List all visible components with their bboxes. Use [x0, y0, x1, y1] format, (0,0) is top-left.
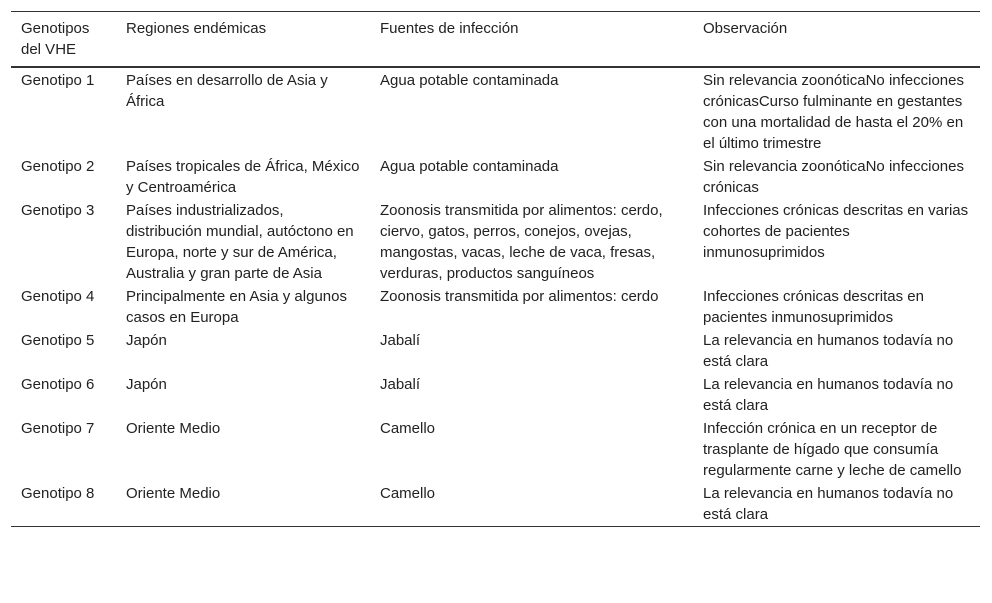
cell-regions: Japón — [126, 376, 167, 393]
cell-genotype: Genotipo 8 — [21, 485, 95, 502]
cell-genotype: Genotipo 7 — [21, 420, 95, 437]
header-regions: Regiones endémicas — [126, 20, 267, 37]
table-container — [11, 11, 980, 527]
cell-genotype: Genotipo 1 — [21, 72, 95, 89]
cell-genotype: Genotipo 3 — [21, 202, 95, 219]
cell-regions: Países tropicales de África, México y Centroamérica — [126, 158, 360, 196]
cell-sources: Zoonosis transmitida por alimentos: cerdo — [380, 288, 659, 305]
hev-genotypes-table — [11, 11, 980, 527]
table-header — [11, 12, 980, 68]
cell-sources: Jabalí — [380, 376, 421, 393]
header-row — [11, 12, 980, 68]
cell-regions: Países en desarrollo de Asia y África — [126, 72, 328, 110]
cell-observation: Infección crónica en un receptor de trasplante de hígado que consumía regularmente carne y leche de camello — [703, 420, 962, 479]
cell-observation: Sin relevancia zoonóticaNo infecciones crónicas — [703, 158, 964, 196]
cell-regions: Oriente Medio — [126, 485, 221, 502]
cell-sources: Camello — [380, 485, 436, 502]
cell-sources: Agua potable contaminada — [380, 158, 559, 175]
cell-genotype: Genotipo 4 — [21, 288, 95, 305]
table-body — [11, 67, 980, 527]
cell-sources: Jabalí — [380, 332, 421, 349]
cell-regions: Principalmente en Asia y algunos casos en Europa — [126, 288, 347, 326]
table-row — [11, 329, 980, 373]
header-genotype: Genotipos del VHE — [21, 20, 90, 58]
cell-observation: La relevancia en humanos todavía no está clara — [703, 332, 954, 370]
cell-sources: Agua potable contaminada — [380, 72, 559, 89]
table-row — [11, 373, 980, 417]
cell-genotype: Genotipo 5 — [21, 332, 95, 349]
cell-observation: Infecciones crónicas descritas en pacientes inmunosuprimidos — [703, 288, 924, 326]
table-row — [11, 417, 980, 482]
header-sources: Fuentes de infección — [380, 20, 519, 37]
table-row — [11, 285, 980, 329]
cell-genotype: Genotipo 6 — [21, 376, 95, 393]
cell-regions: Países industrializados, distribución mundial, autóctono en Europa, norte y sur de América, Australia y gran parte de Asia — [126, 202, 354, 282]
table-row — [11, 482, 980, 527]
cell-sources: Camello — [380, 420, 436, 437]
cell-regions: Oriente Medio — [126, 420, 221, 437]
cell-sources: Zoonosis transmitida por alimentos: cerdo, ciervo, gatos, perros, conejos, ovejas, mangostas, vacas, leche de vaca, fresas, verduras, productos sanguíneos — [380, 202, 663, 282]
header-observation: Observación — [703, 20, 788, 37]
table-row — [11, 155, 980, 199]
cell-genotype: Genotipo 2 — [21, 158, 95, 175]
cell-observation: Sin relevancia zoonóticaNo infecciones crónicasCurso fulminante en gestantes con una mortalidad de hasta el 20% en el último trimestre — [703, 72, 964, 152]
table-row — [11, 199, 980, 285]
table-row — [11, 67, 980, 155]
cell-observation: Infecciones crónicas descritas en varias cohortes de pacientes inmunosuprimidos — [703, 202, 969, 261]
cell-observation: La relevancia en humanos todavía no está clara — [703, 485, 954, 523]
cell-observation: La relevancia en humanos todavía no está clara — [703, 376, 954, 414]
cell-regions: Japón — [126, 332, 167, 349]
